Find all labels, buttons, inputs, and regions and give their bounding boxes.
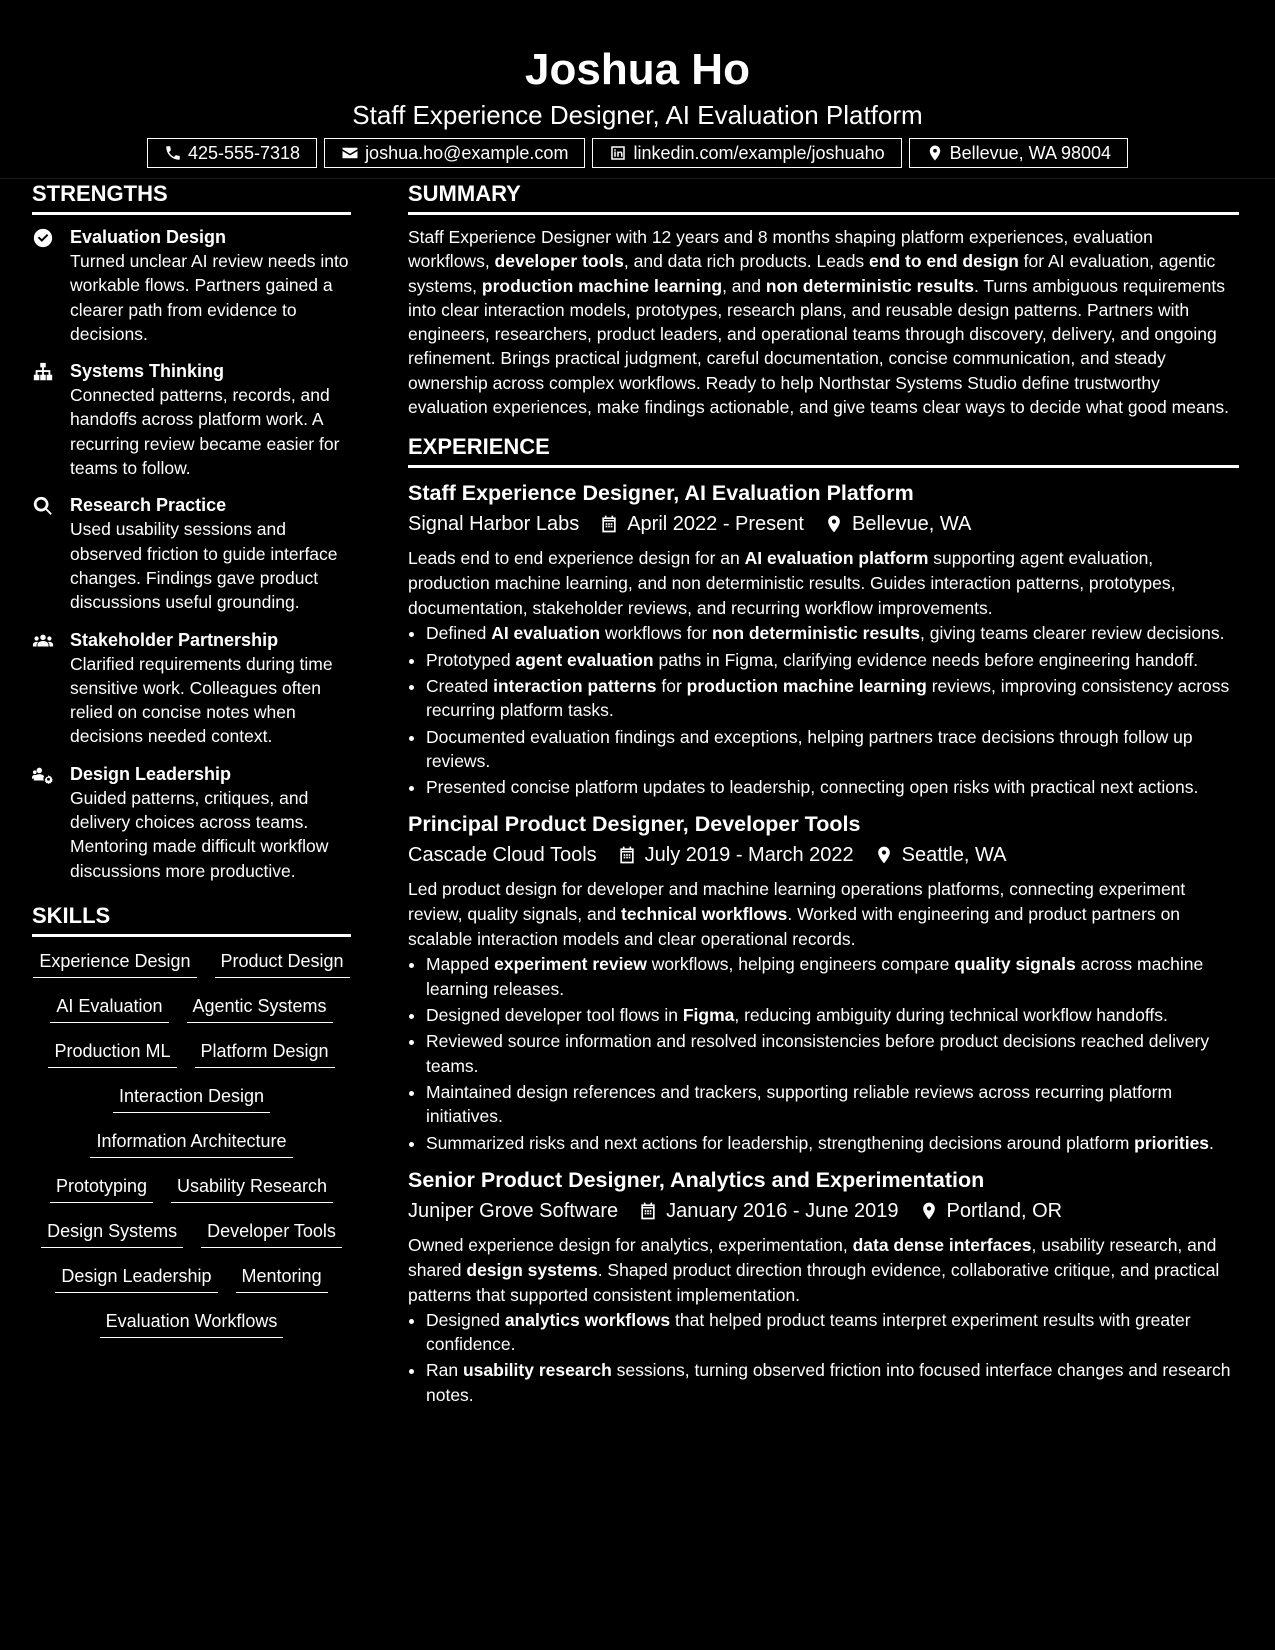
contact-map-pin[interactable] bbox=[909, 138, 1128, 168]
experience-heading: EXPERIENCE bbox=[408, 433, 1239, 468]
job-location: Seattle, WA bbox=[901, 844, 1007, 867]
text-run: . Worked with engineering and product partners on scalable interaction models and clear operational records. bbox=[408, 904, 1181, 950]
bold-keyword: priorities bbox=[1134, 1132, 1210, 1153]
job-title: Principal Product Designer, Developer Tools bbox=[408, 812, 861, 837]
text-run: , and data rich products. Leads bbox=[623, 251, 870, 272]
bold-keyword: non deterministic results bbox=[765, 275, 974, 296]
strength-description: Turned unclear AI review needs into workable flows. Partners gained a clearer path from evidence to decisions. bbox=[70, 251, 349, 344]
job-bullet bbox=[426, 1131, 1239, 1155]
text-run: Owned experience design for analytics, experimentation, bbox=[408, 1234, 853, 1255]
bold-keyword: end to end design bbox=[869, 251, 1019, 272]
job-bullet bbox=[426, 775, 1239, 799]
text-run: Leads end to end experience design for an bbox=[408, 548, 745, 569]
job-bullet bbox=[426, 1029, 1239, 1078]
strength-description: Clarified requirements during time sensitive work. Colleagues often relied on concise notes when decisions needed context. bbox=[70, 653, 333, 747]
text-run: sessions, turning observed friction into focused interface changes and research notes. bbox=[426, 1360, 1231, 1405]
skill-row bbox=[32, 1127, 351, 1172]
contact-bar bbox=[0, 138, 1275, 168]
bold-keyword: analytics workflows bbox=[504, 1309, 671, 1330]
map-pin-icon bbox=[899, 1201, 947, 1221]
job-dates: April 2022 - Present bbox=[627, 513, 804, 536]
strength-title: Stakeholder Partnership bbox=[70, 629, 279, 650]
bold-keyword: AI evaluation platform bbox=[744, 548, 929, 569]
skill-tag: Experience Design bbox=[33, 947, 196, 978]
strength-title: Systems Thinking bbox=[70, 361, 225, 382]
job-entry bbox=[408, 809, 1239, 1154]
job-dates: January 2016 - June 2019 bbox=[666, 1199, 899, 1222]
text-run: Documented evaluation findings and exceptions, helping partners trace decisions through follow up reviews. bbox=[426, 726, 1193, 771]
text-run: Summarized risks and next actions for leadership, strengthening decisions around platform bbox=[426, 1132, 1135, 1153]
text-run: Staff Experience Designer with 12 years and 8 months shaping platform experiences, evaluation workflows, bbox=[408, 227, 1153, 272]
contact-linkedin[interactable] bbox=[592, 138, 901, 168]
job-company: Juniper Grove Software bbox=[408, 1199, 619, 1222]
strength-title: Research Practice bbox=[70, 495, 227, 516]
contact-text: 425-555-7318 bbox=[187, 143, 301, 163]
text-run: . Shaped product direction through evidence, collaborative critique, and practical patterns that supported consistent implementation. bbox=[408, 1259, 1220, 1305]
text-run: workflows for bbox=[600, 623, 712, 644]
skill-tag: Prototyping bbox=[50, 1172, 153, 1203]
job-bullet bbox=[426, 952, 1239, 1001]
job-dates: July 2019 - March 2022 bbox=[644, 844, 854, 867]
map-pin-icon bbox=[926, 144, 944, 162]
strength-body bbox=[70, 762, 351, 883]
right-column bbox=[408, 180, 1239, 1417]
skill-row bbox=[32, 992, 351, 1037]
text-run: , and bbox=[722, 275, 766, 296]
text-run: for AI evaluation, agentic systems, bbox=[408, 251, 1216, 296]
text-run: Designed bbox=[426, 1309, 505, 1330]
job-company: Signal Harbor Labs bbox=[408, 513, 580, 536]
experience-list bbox=[408, 478, 1239, 1407]
search-icon bbox=[32, 493, 56, 614]
bold-keyword: usability research bbox=[462, 1360, 612, 1381]
strength-item bbox=[32, 225, 351, 346]
map-pin-icon bbox=[854, 845, 902, 865]
job-bullet bbox=[426, 1080, 1239, 1129]
text-run: Prototyped bbox=[426, 649, 516, 670]
job-intro bbox=[408, 877, 1239, 952]
text-run: supporting agent evaluation, production machine learning, and non deterministic results. Guides interaction patterns, prototypes, documentation, stakeholder reviews, and recurring workflow improvements. bbox=[408, 548, 1176, 619]
bold-keyword: developer tools bbox=[494, 251, 624, 272]
text-run: for bbox=[656, 675, 687, 696]
skill-tag: Production ML bbox=[48, 1037, 176, 1068]
bold-keyword: data dense interfaces bbox=[852, 1234, 1032, 1255]
job-meta bbox=[408, 1195, 1239, 1227]
check-circle-icon bbox=[32, 225, 56, 346]
job-bullet bbox=[426, 1308, 1239, 1357]
job-meta bbox=[408, 839, 1239, 871]
strengths-list bbox=[32, 225, 351, 883]
skill-row bbox=[32, 947, 351, 992]
contact-text: linkedin.com/example/joshuaho bbox=[633, 143, 885, 163]
left-column bbox=[32, 180, 351, 1352]
strength-title: Design Leadership bbox=[70, 763, 232, 784]
strength-description: Used usability sessions and observed friction to guide interface changes. Findings gave product discussions useful grounding. bbox=[70, 519, 338, 613]
job-location: Bellevue, WA bbox=[851, 513, 972, 536]
skill-tag: Product Design bbox=[215, 947, 350, 978]
resume-header bbox=[0, 0, 1275, 179]
strength-description: Guided patterns, critiques, and delivery choices across teams. Mentoring made difficult workflow discussions more productive. bbox=[70, 787, 329, 881]
strength-body bbox=[70, 225, 351, 346]
job-bullet bbox=[426, 1358, 1239, 1407]
job-entry bbox=[408, 1165, 1239, 1407]
envelope-icon bbox=[341, 144, 359, 162]
skill-tag: Information Architecture bbox=[90, 1127, 292, 1158]
job-intro bbox=[408, 546, 1239, 621]
strength-description: Connected patterns, records, and handoffs across platform work. A recurring review became easier for teams to follow. bbox=[70, 385, 340, 479]
text-run: Presented concise platform updates to leadership, connecting open risks with practical next actions. bbox=[426, 777, 1199, 798]
text-run: reviews, improving consistency across recurring platform tasks. bbox=[426, 675, 1230, 721]
text-run: , usability research, and shared bbox=[408, 1234, 1217, 1280]
skills-heading: SKILLS bbox=[32, 902, 351, 937]
bold-keyword: production machine learning bbox=[481, 275, 723, 296]
contact-text: joshua.ho@example.com bbox=[365, 143, 569, 163]
skill-tag: Interaction Design bbox=[113, 1082, 270, 1113]
text-run: . Turns ambiguous requirements into clear interaction models, prototypes, research plans, and reusable design patterns. Partners with engineers, researchers, product leaders, and operational teams through discovery, delivery, and ongoing refinement. Brings practical judgment, careful documentation, concise communication, and steady ownership across complex workflows. Ready to help Northstar Systems Studio define trustworthy evaluation experiences, make findings actionable, and give teams clear ways to decide what good means. bbox=[408, 275, 1230, 418]
job-location: Portland, OR bbox=[946, 1199, 1063, 1222]
strength-item bbox=[32, 628, 351, 749]
calendar-icon bbox=[618, 1201, 666, 1221]
strength-body bbox=[70, 359, 351, 480]
bold-keyword: production machine learning bbox=[686, 675, 927, 696]
skill-tag: Evaluation Workflows bbox=[100, 1307, 284, 1338]
skill-row bbox=[32, 1307, 351, 1352]
job-bullet bbox=[426, 621, 1239, 645]
calendar-icon bbox=[597, 845, 645, 865]
users-cog-icon bbox=[32, 762, 56, 883]
skill-tag: Developer Tools bbox=[201, 1217, 342, 1248]
job-bullets bbox=[408, 1308, 1239, 1407]
candidate-title: Staff Experience Designer, AI Evaluation Platform bbox=[352, 100, 923, 130]
strengths-heading: STRENGTHS bbox=[32, 180, 351, 215]
bold-keyword: technical workflows bbox=[621, 904, 788, 925]
strength-title: Evaluation Design bbox=[70, 227, 227, 247]
job-title: Senior Product Designer, Analytics and Experimentation bbox=[408, 1167, 985, 1192]
bold-keyword: Figma bbox=[682, 1005, 735, 1026]
text-run: Led product design for developer and machine learning operations platforms, connecting experiment review, quality signals, and bbox=[408, 879, 1186, 925]
skill-row bbox=[32, 1217, 351, 1262]
bold-keyword: non deterministic results bbox=[711, 623, 921, 644]
linkedin-icon bbox=[609, 144, 627, 162]
skill-row bbox=[32, 1082, 351, 1127]
skills-list bbox=[32, 947, 351, 1352]
text-run: , reducing ambiguity during technical workflow handoffs. bbox=[734, 1005, 1168, 1026]
bold-keyword: interaction patterns bbox=[493, 675, 657, 696]
text-run: Mapped bbox=[426, 954, 495, 975]
skill-row bbox=[32, 1037, 351, 1082]
skill-tag: Design Leadership bbox=[55, 1262, 217, 1293]
job-intro bbox=[408, 1233, 1239, 1308]
users-icon bbox=[32, 628, 56, 749]
skill-tag: Mentoring bbox=[236, 1262, 328, 1293]
candidate-name: Joshua Ho bbox=[525, 45, 750, 94]
skill-row bbox=[32, 1172, 351, 1217]
contact-envelope[interactable] bbox=[324, 138, 585, 168]
job-bullet bbox=[426, 648, 1239, 672]
text-run: , giving teams clearer review decisions. bbox=[920, 623, 1225, 644]
summary-heading: SUMMARY bbox=[408, 180, 1239, 215]
bold-keyword: quality signals bbox=[954, 954, 1076, 975]
text-run: paths in Figma, clarifying evidence needs before engineering handoff. bbox=[653, 649, 1199, 670]
strength-item bbox=[32, 493, 351, 614]
skill-tag: Usability Research bbox=[171, 1172, 333, 1203]
job-company: Cascade Cloud Tools bbox=[408, 844, 597, 867]
strength-item bbox=[32, 762, 351, 883]
job-title: Staff Experience Designer, AI Evaluation Platform bbox=[408, 481, 914, 506]
strength-body bbox=[70, 493, 351, 614]
job-bullet bbox=[426, 674, 1239, 723]
bold-keyword: design systems bbox=[466, 1259, 598, 1280]
text-run: Reviewed source information and resolved inconsistencies before product decisions reached delivery teams. bbox=[426, 1031, 1210, 1076]
map-pin-icon bbox=[804, 514, 852, 534]
skill-tag: AI Evaluation bbox=[50, 992, 168, 1023]
contact-text: Bellevue, WA 98004 bbox=[949, 143, 1112, 163]
strength-body bbox=[70, 628, 351, 749]
skill-tag: Agentic Systems bbox=[187, 992, 333, 1023]
text-run: Designed developer tool flows in bbox=[426, 1005, 683, 1026]
job-bullet bbox=[426, 725, 1239, 774]
bold-keyword: agent evaluation bbox=[515, 649, 654, 670]
job-entry bbox=[408, 478, 1239, 799]
text-run: Created bbox=[426, 675, 494, 696]
summary-text bbox=[408, 225, 1239, 419]
job-bullets bbox=[408, 952, 1239, 1154]
phone-icon bbox=[164, 144, 182, 162]
text-run: . bbox=[1209, 1132, 1214, 1153]
job-bullets bbox=[408, 621, 1239, 799]
text-run: Ran bbox=[426, 1360, 463, 1381]
text-run: Maintained design references and trackers, supporting reliable reviews across recurring platform initiatives. bbox=[426, 1081, 1173, 1127]
text-run: workflows, helping engineers compare bbox=[646, 954, 955, 975]
skill-row bbox=[32, 1262, 351, 1307]
bold-keyword: AI evaluation bbox=[491, 623, 601, 644]
calendar-icon bbox=[579, 514, 627, 534]
job-meta bbox=[408, 508, 1239, 540]
hierarchy-icon bbox=[32, 359, 56, 480]
text-run: across machine learning releases. bbox=[426, 954, 1204, 999]
bold-keyword: experiment review bbox=[494, 954, 647, 975]
text-run: that helped product teams interpret experiment results with greater confidence. bbox=[426, 1309, 1191, 1355]
text-run: Defined bbox=[426, 623, 492, 644]
strength-item bbox=[32, 359, 351, 480]
skill-tag: Platform Design bbox=[195, 1037, 335, 1068]
contact-phone[interactable] bbox=[147, 138, 317, 168]
skill-tag: Design Systems bbox=[41, 1217, 183, 1248]
job-bullet bbox=[426, 1003, 1239, 1027]
